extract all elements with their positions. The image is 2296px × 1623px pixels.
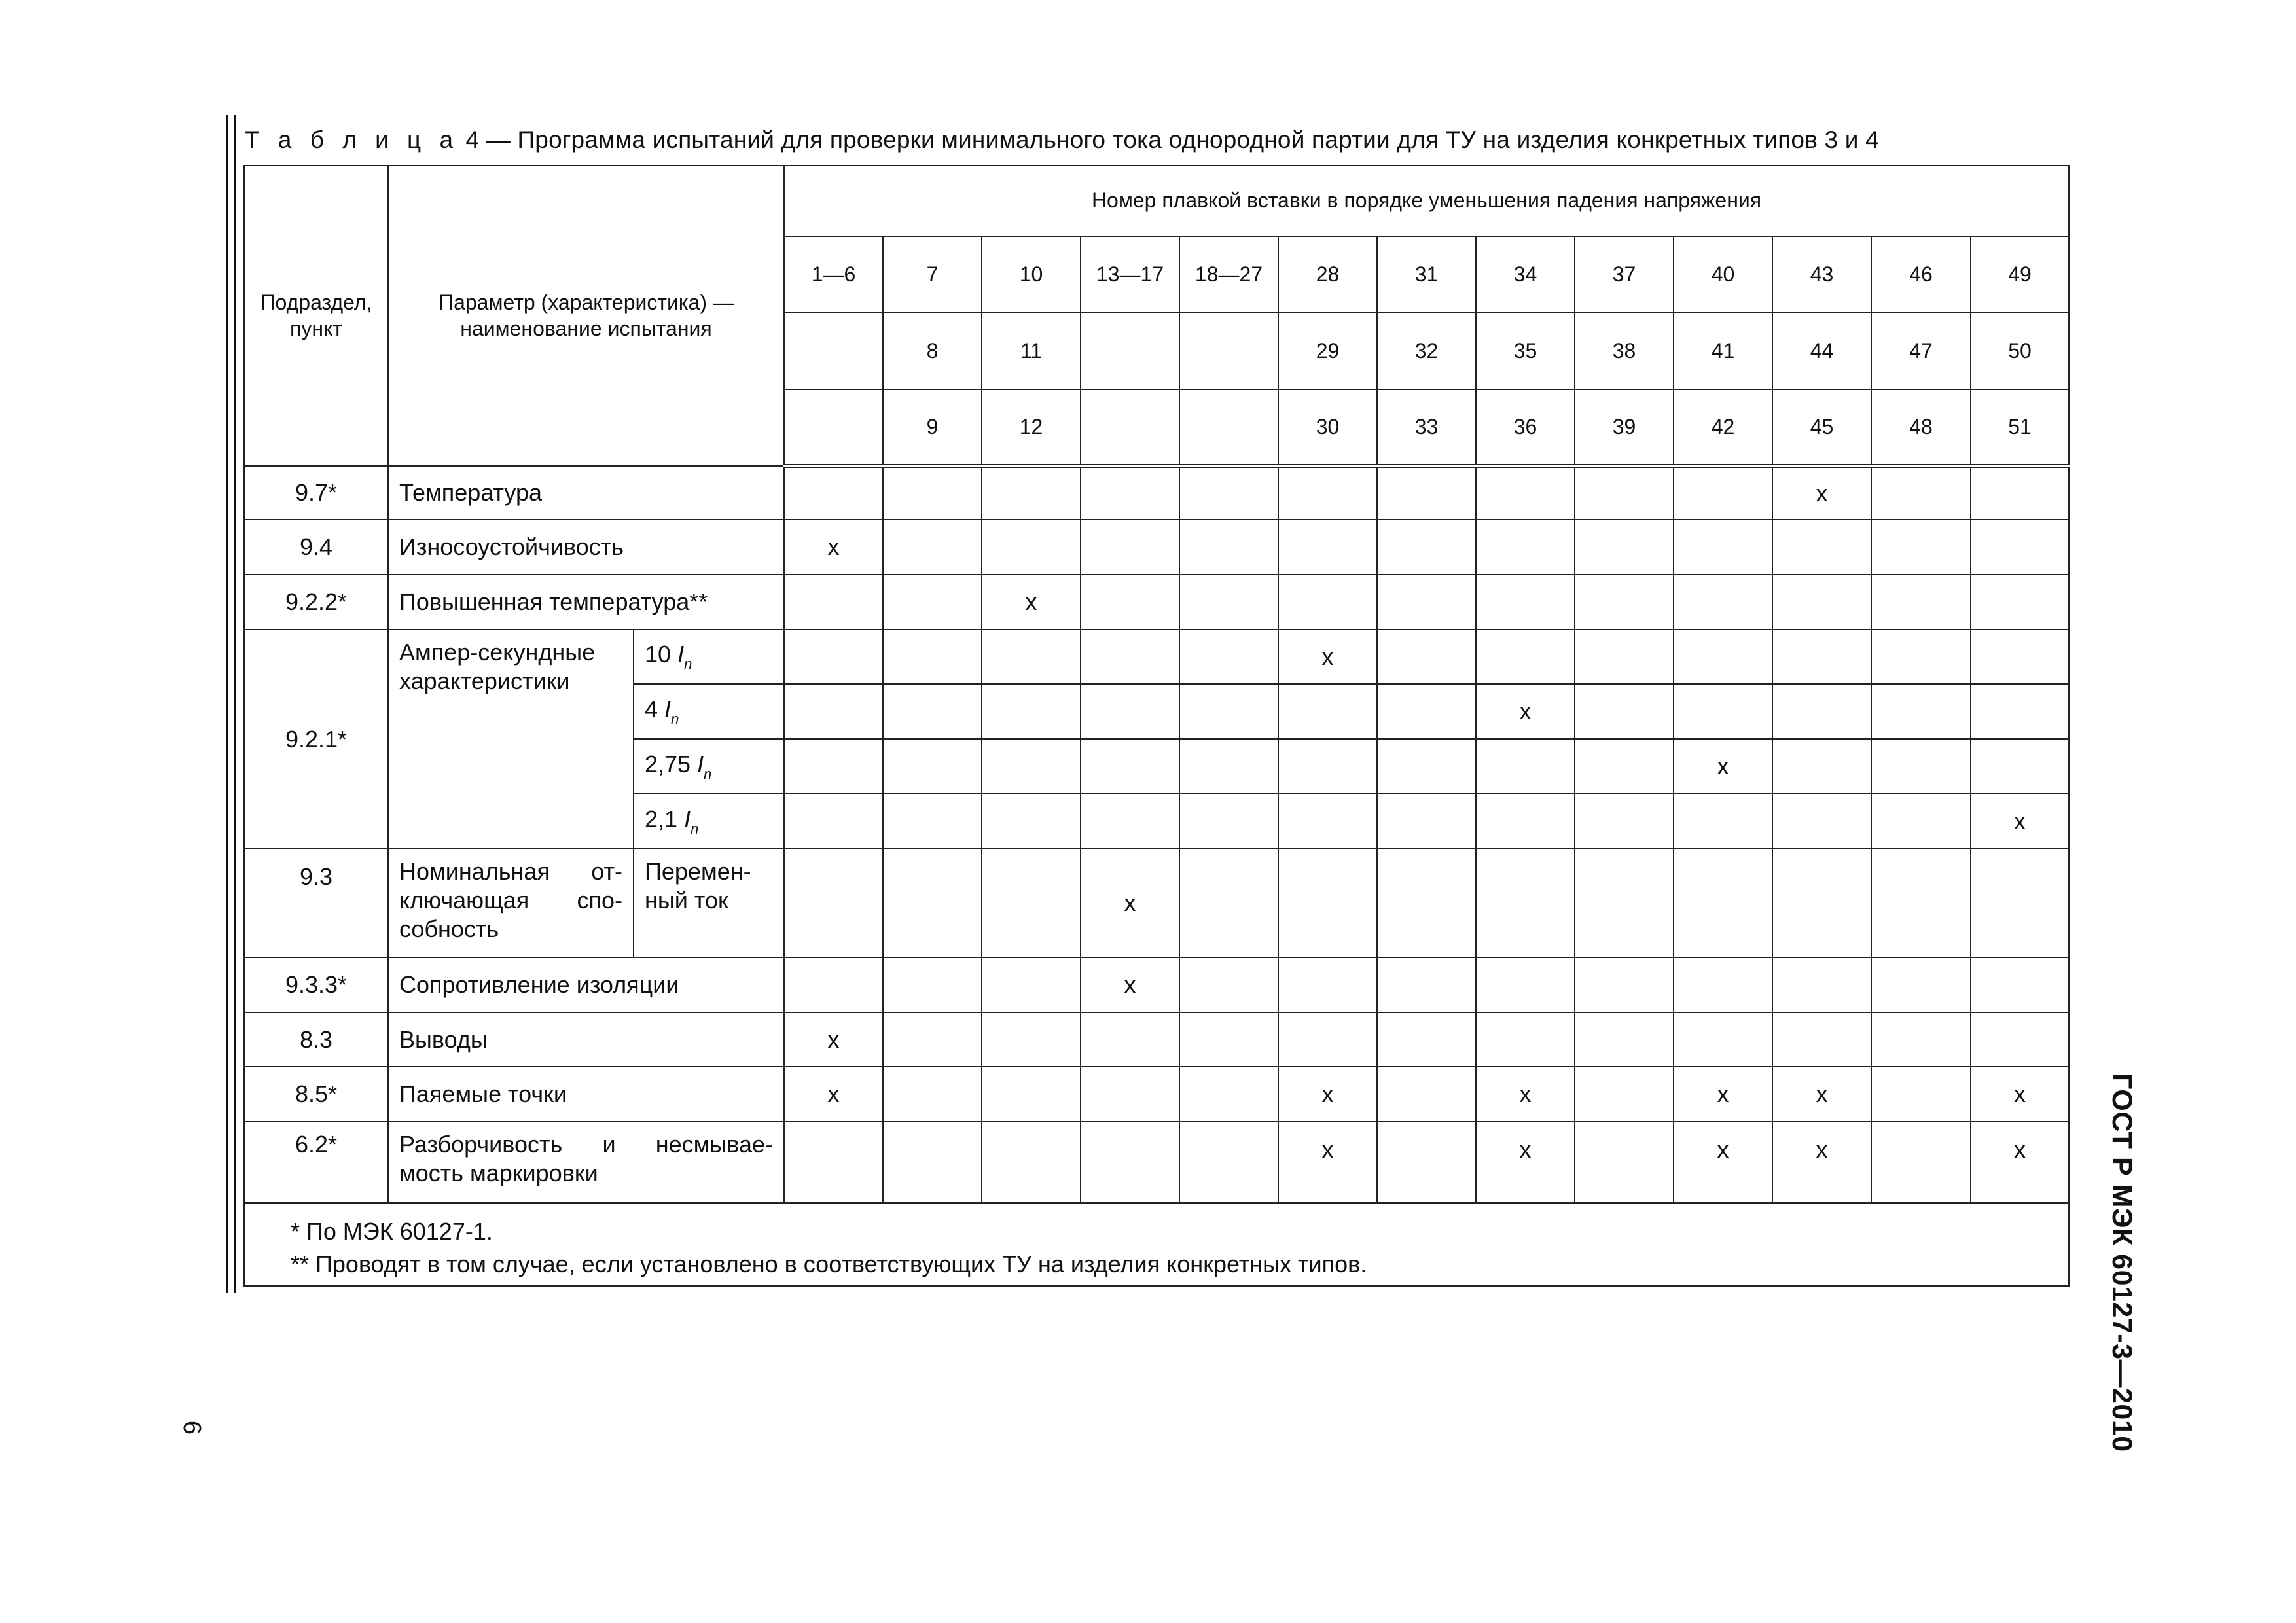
- mark-cell: [1971, 575, 2069, 630]
- header-number: [784, 389, 883, 466]
- parameter-cell: Выводы: [388, 1012, 784, 1067]
- mark-cell: [1772, 957, 1871, 1012]
- mark-cell: [1476, 849, 1575, 957]
- mark-cell: [1971, 520, 2069, 575]
- mark-cell: [1377, 466, 1476, 520]
- header-number: 38: [1575, 313, 1674, 389]
- current-multiple-cell: [634, 684, 784, 739]
- mark-cell: x: [1278, 1122, 1377, 1203]
- mark-cell: [1772, 739, 1871, 794]
- margin-rule-right: [234, 115, 236, 1293]
- mark-cell: [1871, 684, 1971, 739]
- mark-cell: [1575, 630, 1674, 684]
- mark-cell: [1971, 1012, 2069, 1067]
- clause-cell: 9.2.1*: [244, 630, 388, 849]
- mark-cell: [1772, 684, 1871, 739]
- page-number: 6: [178, 1420, 206, 1435]
- header-number: 13—17: [1081, 236, 1179, 313]
- mark-cell: [1575, 575, 1674, 630]
- mark-cell: [1575, 1122, 1674, 1203]
- header-number: 43: [1772, 236, 1871, 313]
- mark-cell: [1871, 1012, 1971, 1067]
- mark-cell: x: [784, 520, 883, 575]
- header-number: 32: [1377, 313, 1476, 389]
- parameter-cell: Температура: [388, 466, 784, 520]
- mark-cell: [883, 630, 982, 684]
- current-symbol: I: [664, 695, 672, 722]
- mark-cell: [1772, 520, 1871, 575]
- mark-cell: [1674, 520, 1772, 575]
- header-parameter: Параметр (характеристика) — наименование испытания: [388, 166, 784, 466]
- mark-cell: [1179, 849, 1278, 957]
- current-subscript: n: [684, 656, 692, 673]
- parameter-cell: Номинальная от- ключающая спо- собность: [388, 849, 634, 957]
- mark-cell: x: [1278, 630, 1377, 684]
- mark-cell: [1575, 684, 1674, 739]
- mark-cell: [1871, 957, 1971, 1012]
- mark-cell: [1377, 630, 1476, 684]
- mark-cell: [1871, 849, 1971, 957]
- parameter-cell: Повышенная температура**: [388, 575, 784, 630]
- mark-cell: [1476, 520, 1575, 575]
- table-row: [244, 520, 2069, 575]
- mark-cell: [982, 957, 1081, 1012]
- current-multiple-cell: [634, 739, 784, 794]
- mark-cell: [1179, 1012, 1278, 1067]
- table-row: [244, 1122, 2069, 1203]
- clause-cell: 9.3: [244, 849, 388, 957]
- mark-cell: [784, 957, 883, 1012]
- mark-cell: [1871, 794, 1971, 849]
- mark-cell: [1476, 1012, 1575, 1067]
- current-subscript: n: [671, 710, 679, 727]
- header-number: [1179, 313, 1278, 389]
- mark-cell: [1674, 794, 1772, 849]
- mark-cell: x: [1971, 1122, 2069, 1203]
- header-number: 48: [1871, 389, 1971, 466]
- mark-cell: [982, 849, 1081, 957]
- mark-cell: [1575, 520, 1674, 575]
- parameter-cell: Сопротивление изоляции: [388, 957, 784, 1012]
- mark-cell: [1081, 1122, 1179, 1203]
- table-row: [244, 630, 2069, 684]
- header-number: [1179, 389, 1278, 466]
- header-number: 8: [883, 313, 982, 389]
- mark-cell: [982, 1012, 1081, 1067]
- parameter-cell: Износоустойчивость: [388, 520, 784, 575]
- mark-cell: x: [784, 1012, 883, 1067]
- mark-cell: [1081, 739, 1179, 794]
- mark-cell: x: [1971, 794, 2069, 849]
- mark-cell: [1772, 1012, 1871, 1067]
- current-multiple-cell: [634, 794, 784, 849]
- mark-cell: [1081, 1067, 1179, 1122]
- standard-designation-text: ГОСТ Р МЭК 60127-3—2010: [2106, 1073, 2138, 1452]
- table-row: [244, 575, 2069, 630]
- mark-cell: [1674, 466, 1772, 520]
- mark-cell: x: [1971, 1067, 2069, 1122]
- header-number: 31: [1377, 236, 1476, 313]
- clause-cell: 8.3: [244, 1012, 388, 1067]
- mark-cell: [883, 1012, 982, 1067]
- mark-cell: [1476, 739, 1575, 794]
- mark-cell: [784, 630, 883, 684]
- header-number: 30: [1278, 389, 1377, 466]
- mark-cell: x: [784, 1067, 883, 1122]
- mark-cell: [1377, 739, 1476, 794]
- header-number: 35: [1476, 313, 1575, 389]
- mark-cell: [1081, 575, 1179, 630]
- mark-cell: [1377, 1122, 1476, 1203]
- clause-cell: 6.2*: [244, 1122, 388, 1203]
- mark-cell: [1377, 1012, 1476, 1067]
- mark-cell: [1278, 575, 1377, 630]
- mark-cell: [1377, 849, 1476, 957]
- mark-cell: [1377, 520, 1476, 575]
- mark-cell: [784, 575, 883, 630]
- header-number: 1—6: [784, 236, 883, 313]
- mark-cell: [883, 957, 982, 1012]
- mark-cell: [883, 794, 982, 849]
- mark-cell: [1179, 957, 1278, 1012]
- notes-row: [244, 1203, 2069, 1286]
- mark-cell: [1476, 466, 1575, 520]
- mark-cell: [883, 739, 982, 794]
- mark-cell: [1575, 1012, 1674, 1067]
- mark-cell: [1179, 739, 1278, 794]
- mark-cell: [982, 739, 1081, 794]
- mark-cell: [1278, 794, 1377, 849]
- mark-cell: [1575, 1067, 1674, 1122]
- header-number: [784, 313, 883, 389]
- mark-cell: [883, 1122, 982, 1203]
- mark-cell: [1179, 630, 1278, 684]
- mark-cell: [883, 849, 982, 957]
- mark-cell: [1871, 575, 1971, 630]
- caption-label: Т а б л и ц а: [245, 126, 459, 153]
- mark-cell: [1081, 1012, 1179, 1067]
- mark-cell: [1971, 739, 2069, 794]
- table-row: [244, 957, 2069, 1012]
- mark-cell: [1772, 849, 1871, 957]
- header-number: 28: [1278, 236, 1377, 313]
- mark-cell: [1179, 1122, 1278, 1203]
- mark-cell: [1278, 466, 1377, 520]
- header-number: 41: [1674, 313, 1772, 389]
- mark-cell: [1476, 957, 1575, 1012]
- mark-cell: [1377, 957, 1476, 1012]
- mark-cell: [1081, 630, 1179, 684]
- header-number: 45: [1772, 389, 1871, 466]
- mark-cell: [982, 684, 1081, 739]
- mark-cell: [1575, 739, 1674, 794]
- mark-cell: [883, 684, 982, 739]
- mark-cell: [1674, 957, 1772, 1012]
- header-number: 39: [1575, 389, 1674, 466]
- mark-cell: [1575, 466, 1674, 520]
- table-row: [244, 466, 2069, 520]
- mark-cell: [1772, 794, 1871, 849]
- header-number: 12: [982, 389, 1081, 466]
- mark-cell: [784, 684, 883, 739]
- clause-cell: 9.4: [244, 520, 388, 575]
- current-subscript: n: [704, 765, 712, 782]
- parameter-cell: Ампер-секундные характеристики: [388, 630, 634, 849]
- header-number: 50: [1971, 313, 2069, 389]
- mark-cell: [1179, 794, 1278, 849]
- header-number: 18—27: [1179, 236, 1278, 313]
- mark-cell: [1674, 575, 1772, 630]
- multiple-value: 4: [645, 695, 658, 722]
- test-program-table: [243, 165, 2070, 1287]
- mark-cell: [1674, 849, 1772, 957]
- header-row-group: [244, 166, 2069, 236]
- mark-cell: [1179, 1067, 1278, 1122]
- mark-cell: [1278, 739, 1377, 794]
- mark-cell: [1081, 520, 1179, 575]
- mark-cell: [1575, 794, 1674, 849]
- mark-cell: [1674, 1012, 1772, 1067]
- mark-cell: [1575, 957, 1674, 1012]
- current-symbol: I: [697, 750, 704, 777]
- mark-cell: [1971, 684, 2069, 739]
- mark-cell: x: [1772, 1067, 1871, 1122]
- table-row: [244, 849, 2069, 957]
- header-number: 40: [1674, 236, 1772, 313]
- table-row: [244, 1012, 2069, 1067]
- mark-cell: [1871, 739, 1971, 794]
- header-number: 36: [1476, 389, 1575, 466]
- mark-cell: [1871, 466, 1971, 520]
- parameter-cell: Разборчивость и несмывае- мость маркировки: [388, 1122, 784, 1203]
- mark-cell: [982, 630, 1081, 684]
- mark-cell: x: [1081, 849, 1179, 957]
- current-symbol: I: [677, 641, 685, 668]
- multiple-value: 2,75: [645, 750, 691, 777]
- mark-cell: [1278, 520, 1377, 575]
- mark-cell: x: [1674, 739, 1772, 794]
- mark-cell: [1772, 630, 1871, 684]
- mark-cell: [1278, 1012, 1377, 1067]
- header-number: 10: [982, 236, 1081, 313]
- current-multiple-cell: [634, 630, 784, 684]
- mark-cell: x: [1081, 957, 1179, 1012]
- current-symbol: I: [684, 805, 691, 832]
- mark-cell: [784, 1122, 883, 1203]
- header-number: [1081, 389, 1179, 466]
- mark-cell: [883, 520, 982, 575]
- current-subscript: n: [691, 820, 699, 837]
- mark-cell: [982, 466, 1081, 520]
- mark-cell: [1278, 957, 1377, 1012]
- multiple-value: 2,1: [645, 805, 678, 832]
- clause-cell: 9.3.3*: [244, 957, 388, 1012]
- header-fuse-number-group: Номер плавкой вставки в порядке уменьшения падения напряжения: [784, 166, 2069, 236]
- mark-cell: [1476, 575, 1575, 630]
- standard-designation: [2101, 1073, 2140, 1453]
- header-number: 34: [1476, 236, 1575, 313]
- mark-cell: [1871, 630, 1971, 684]
- mark-cell: [1971, 630, 2069, 684]
- table-caption: [245, 126, 1879, 154]
- mark-cell: [1971, 466, 2069, 520]
- current-type-cell: Перемен- ный ток: [634, 849, 784, 957]
- mark-cell: [1377, 1067, 1476, 1122]
- mark-cell: [1081, 794, 1179, 849]
- mark-cell: x: [1674, 1122, 1772, 1203]
- parameter-cell: Паяемые точки: [388, 1067, 784, 1122]
- mark-cell: [1971, 957, 2069, 1012]
- header-number: 46: [1871, 236, 1971, 313]
- mark-cell: x: [1772, 466, 1871, 520]
- mark-cell: [1179, 520, 1278, 575]
- header-number: 7: [883, 236, 982, 313]
- mark-cell: [1278, 684, 1377, 739]
- table-notes: [244, 1203, 2069, 1286]
- mark-cell: x: [1674, 1067, 1772, 1122]
- mark-cell: [784, 849, 883, 957]
- mark-cell: [982, 1067, 1081, 1122]
- mark-cell: [1476, 630, 1575, 684]
- mark-cell: x: [1476, 684, 1575, 739]
- mark-cell: [883, 466, 982, 520]
- mark-cell: [1081, 466, 1179, 520]
- mark-cell: [982, 794, 1081, 849]
- clause-cell: 9.2.2*: [244, 575, 388, 630]
- header-number: 42: [1674, 389, 1772, 466]
- mark-cell: [1179, 466, 1278, 520]
- mark-cell: [1081, 684, 1179, 739]
- header-number: 33: [1377, 389, 1476, 466]
- header-number: 47: [1871, 313, 1971, 389]
- header-number: [1081, 313, 1179, 389]
- mark-cell: [1476, 794, 1575, 849]
- table-row: [244, 1067, 2069, 1122]
- mark-cell: [1377, 684, 1476, 739]
- mark-cell: [1179, 684, 1278, 739]
- header-number: 44: [1772, 313, 1871, 389]
- header-number: 49: [1971, 236, 2069, 313]
- mark-cell: [1971, 849, 2069, 957]
- margin-rule-left: [226, 115, 228, 1293]
- mark-cell: [883, 1067, 982, 1122]
- mark-cell: [784, 794, 883, 849]
- mark-cell: [1278, 849, 1377, 957]
- header-number: 29: [1278, 313, 1377, 389]
- footnote-1: * По МЭК 60127-1.: [291, 1218, 493, 1245]
- header-number: 51: [1971, 389, 2069, 466]
- mark-cell: [982, 520, 1081, 575]
- mark-cell: [784, 739, 883, 794]
- mark-cell: [883, 575, 982, 630]
- mark-cell: [1674, 630, 1772, 684]
- mark-cell: x: [982, 575, 1081, 630]
- mark-cell: [784, 466, 883, 520]
- header-number: 37: [1575, 236, 1674, 313]
- mark-cell: x: [1278, 1067, 1377, 1122]
- caption-text: 4 — Программа испытаний для проверки минимального тока однородной партии для ТУ на изделия конкретных типов 3 и 4: [459, 126, 1879, 153]
- mark-cell: [1575, 849, 1674, 957]
- mark-cell: [1772, 575, 1871, 630]
- mark-cell: [1871, 1067, 1971, 1122]
- clause-cell: 8.5*: [244, 1067, 388, 1122]
- header-clause: Подраздел, пункт: [244, 166, 388, 466]
- mark-cell: x: [1772, 1122, 1871, 1203]
- footnote-2: ** Проводят в том случае, если установлено в соответствующих ТУ на изделия конкретных типов.: [291, 1250, 1367, 1277]
- mark-cell: [1871, 520, 1971, 575]
- mark-cell: [1674, 684, 1772, 739]
- mark-cell: x: [1476, 1067, 1575, 1122]
- header-number: 9: [883, 389, 982, 466]
- mark-cell: [1871, 1122, 1971, 1203]
- clause-cell: 9.7*: [244, 466, 388, 520]
- mark-cell: [982, 1122, 1081, 1203]
- mark-cell: x: [1476, 1122, 1575, 1203]
- mark-cell: [1377, 575, 1476, 630]
- multiple-value: 10: [645, 641, 672, 668]
- mark-cell: [1179, 575, 1278, 630]
- mark-cell: [1377, 794, 1476, 849]
- header-number: 11: [982, 313, 1081, 389]
